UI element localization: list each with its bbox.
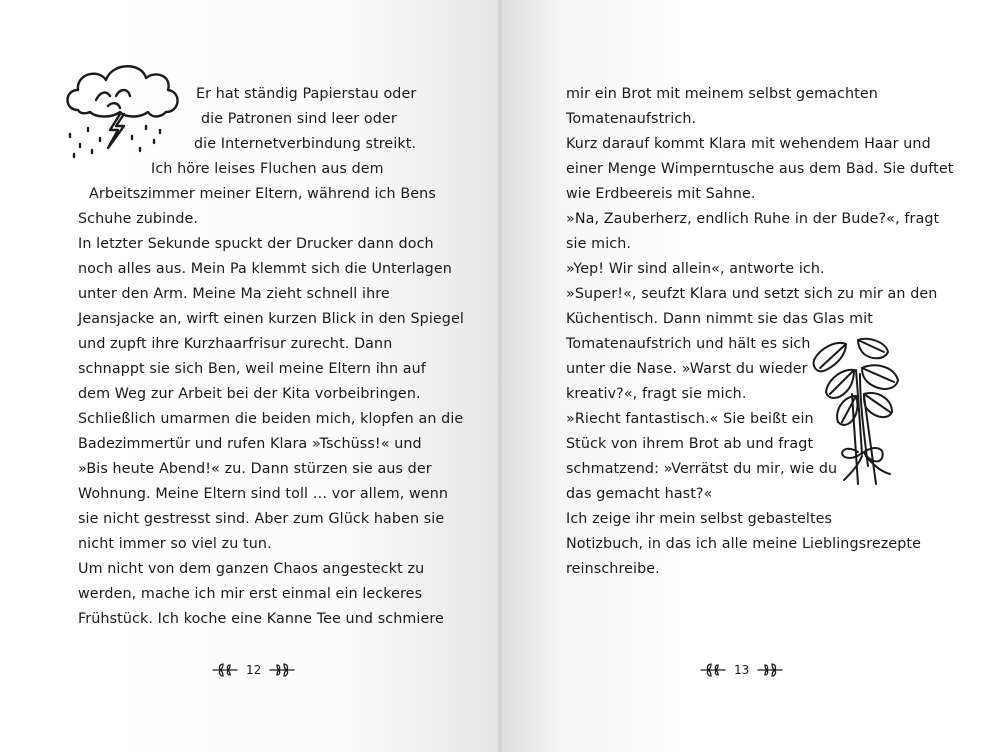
text-line: »Bis heute Abend!« zu. Dann stürzen sie aus der [78, 461, 432, 477]
text-line: Stück von ihrem Brot ab und fragt [566, 436, 814, 452]
leaf-sprig-icon [700, 663, 726, 677]
text-line: Kurz darauf kommt Klara mit wehendem Haar und [566, 136, 931, 152]
text-line: Um nicht von dem ganzen Chaos angesteckt zu [78, 561, 425, 577]
text-line: »Yep! Wir sind allein«, antworte ich. [566, 261, 825, 277]
text-line: noch alles aus. Mein Pa klemmt sich die Unterlagen [78, 261, 452, 277]
text-line: die Internetverbindung streikt. [194, 136, 417, 152]
text-line: Ich zeige ihr mein selbst gebasteltes [566, 511, 833, 527]
text-line: Tomatenaufstrich und hält es sich [566, 336, 811, 352]
text-line: mir ein Brot mit meinem selbst gemachten [566, 86, 878, 102]
text-line: reinschreibe. [566, 561, 660, 577]
text-line: wie Erdbeereis mit Sahne. [566, 186, 756, 202]
leaf-sprig-icon [757, 663, 783, 677]
text-line: »Super!«, seufzt Klara und setzt sich zu mir an den [566, 286, 938, 302]
text-line: sie nicht gestresst sind. Aber zum Glück haben sie [78, 511, 445, 527]
text-line: Notizbuch, in das ich alle meine Lieblingsrezepte [566, 536, 922, 552]
text-line: Wohnung. Meine Eltern sind toll … vor allem, wenn [78, 486, 449, 502]
page-number-footer [212, 660, 295, 680]
storm-cloud-icon [60, 56, 188, 168]
text-line: Badezimmertür und rufen Klara »Tschüss!« und [78, 436, 422, 452]
text-line: Tomatenaufstrich. [566, 111, 697, 127]
text-line: werden, mache ich mir erst einmal ein leckeres [78, 586, 423, 602]
text-line: Schuhe zubinde. [78, 211, 199, 227]
page-number: 12 [246, 663, 262, 677]
page-number-footer [700, 660, 783, 680]
text-line: nicht immer so viel zu tun. [78, 536, 272, 552]
page-number: 13 [734, 663, 750, 677]
text-line: »Na, Zauberherz, endlich Ruhe in der Bude?«, fragt [566, 211, 940, 227]
text-line: die Patronen sind leer oder [201, 111, 397, 127]
text-line: schmatzend: »Verrätst du mir, wie du [566, 461, 838, 477]
left-page [0, 0, 498, 752]
text-line: Küchentisch. Dann nimmt sie das Glas mit [566, 311, 873, 327]
text-line: Arbeitszimmer meiner Eltern, während ich Bens [89, 186, 436, 202]
leaf-sprig-icon [212, 663, 238, 677]
text-line: Frühstück. Ich koche eine Kanne Tee und schmiere [78, 611, 444, 627]
text-line: und zupft ihre Kurzhaarfrisur zurecht. Dann [78, 336, 393, 352]
text-line: Er hat ständig Papierstau oder [196, 86, 417, 102]
text-line: unter die Nase. »Warst du wieder [566, 361, 808, 377]
right-page [502, 0, 1000, 752]
text-line: unter den Arm. Meine Ma zieht schnell ihre [78, 286, 390, 302]
text-line: Schließlich umarmen die beiden mich, klopfen an die [78, 411, 464, 427]
text-line: kreativ?«, fragt sie mich. [566, 386, 747, 402]
leaf-sprig-icon [269, 663, 295, 677]
text-line: Jeansjacke an, wirft einen kurzen Blick in den Spiegel [78, 311, 464, 327]
basil-bundle-icon [806, 334, 926, 496]
text-line: dem Weg zur Arbeit bei der Kita vorbeibringen. [78, 386, 421, 402]
text-line: Ich höre leises Fluchen aus dem [151, 161, 384, 177]
text-line: einer Menge Wimperntusche aus dem Bad. Sie duftet [566, 161, 954, 177]
text-line: schnappt sie sich Ben, weil meine Eltern ihn auf [78, 361, 426, 377]
text-line: das gemacht hast?« [566, 486, 713, 502]
text-line: In letzter Sekunde spuckt der Drucker dann doch [78, 236, 434, 252]
text-line: »Riecht fantastisch.« Sie beißt ein [566, 411, 814, 427]
text-line: sie mich. [566, 236, 632, 252]
